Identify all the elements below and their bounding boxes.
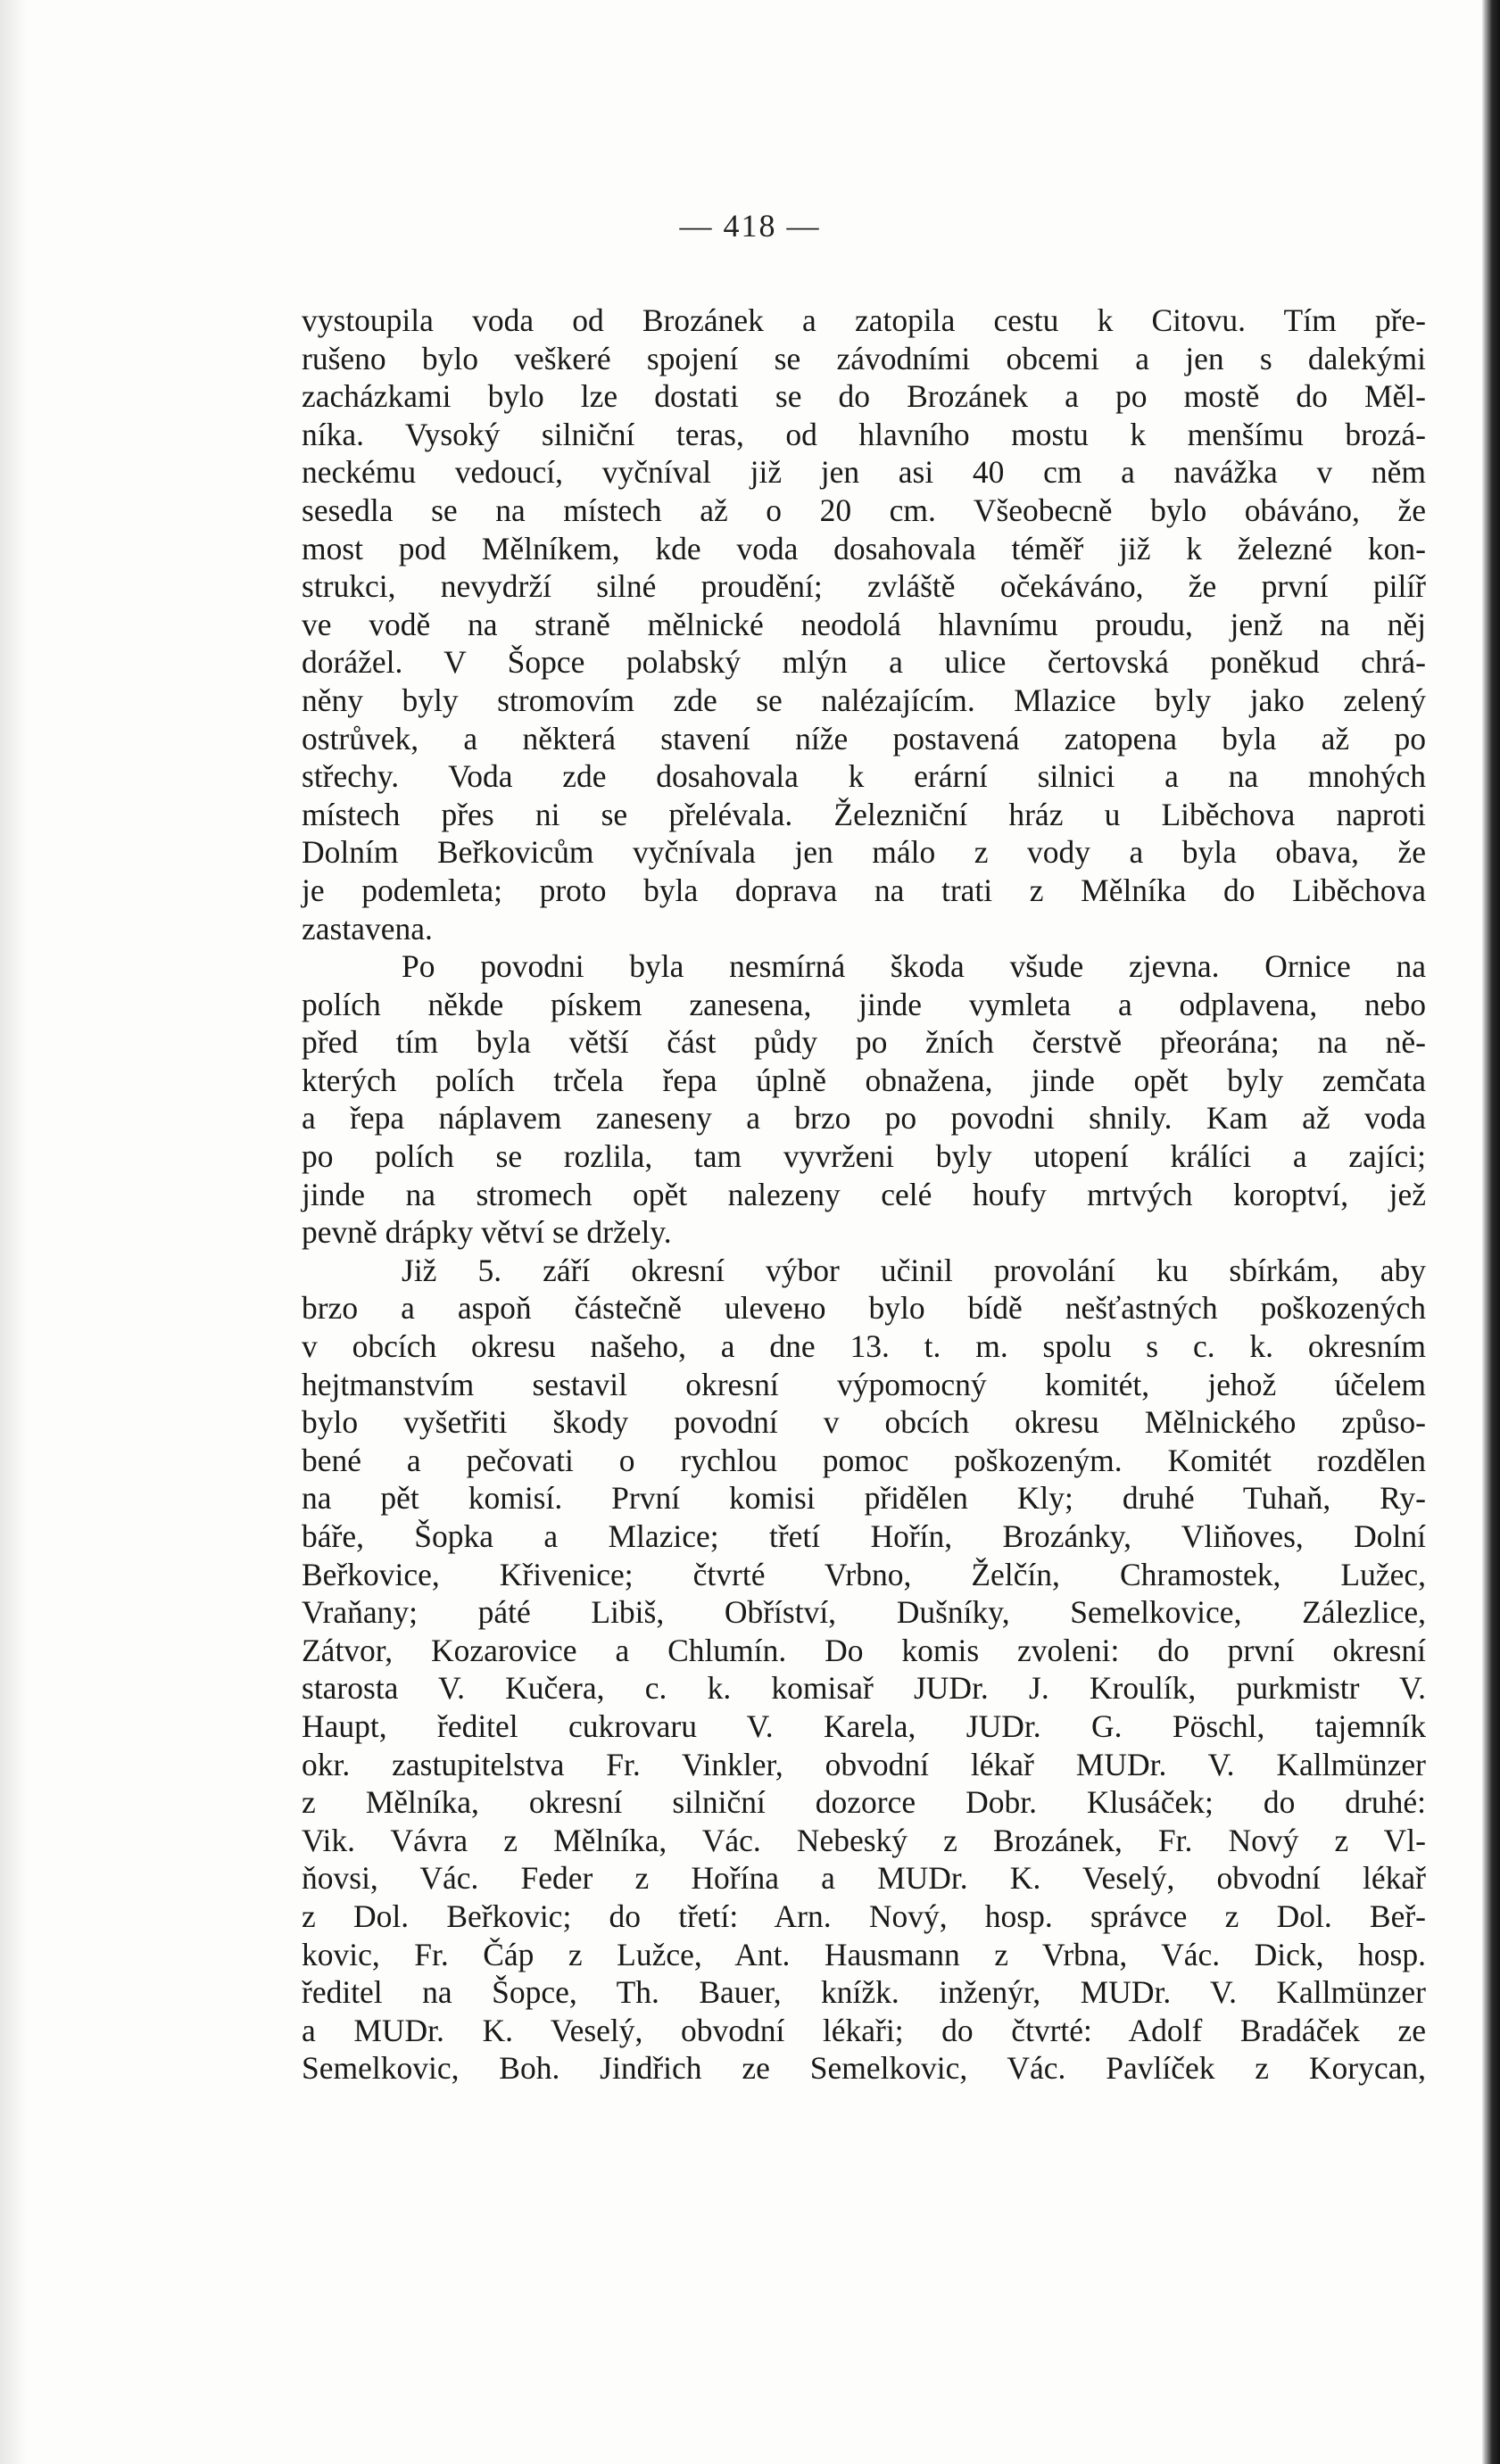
text-line: pevně drápky větví se držely. xyxy=(302,1214,672,1251)
text-line: ňovsi, Vác. Feder z Hořína a MUDr. K. Veselý, obvodní lékař xyxy=(302,1860,1426,1897)
text-line: rušeno bylo veškeré spojení se závodními obcemi a jen s dalekými xyxy=(302,340,1426,376)
text-line: střechy. Voda zde dosahovala k erární silnici a na mnohých xyxy=(302,758,1426,795)
text-line: most pod Mělníkem, kde voda dosahovala téměř již k železné kon- xyxy=(302,530,1426,566)
text-line: zastavena. xyxy=(302,910,433,947)
text-line: kterých polích trčela řepa úplně obnažena, jinde opět byly zemčata xyxy=(302,1062,1426,1098)
text-line: z Dol. Beřkovic; do třetí: Arn. Nový, hosp. správce z Dol. Beř- xyxy=(302,1898,1426,1934)
text-line: strukci, nevydrží silné proudění; zvláště očekáváno, že první pilíř xyxy=(302,568,1426,605)
text-line: bylo vyšetřiti škody povodní v obcích okresu Mělnického způso- xyxy=(302,1404,1426,1441)
text-line: vystoupila voda od Brozánek a zatopila cestu k Citovu. Tím pře- xyxy=(302,302,1426,338)
text-line: a MUDr. K. Veselý, obvodní lékaři; do čtvrté: Adolf Bradáček ze xyxy=(302,2012,1426,2048)
text-line: místech přes ni se přelévala. Železniční hráz u Liběchova naproti xyxy=(302,796,1426,832)
text-line: starosta V. Kučera, c. k. komisař JUDr. J. Kroulík, purkmistr V. xyxy=(302,1670,1426,1707)
text-line: Semelkovic, Boh. Jindřich ze Semelkovic, Vác. Pavlíček z Korycan, xyxy=(302,2050,1426,2087)
page-number-header: — 418 — xyxy=(679,208,821,244)
body-text xyxy=(302,302,1426,2088)
text-line: sesedla se na místech až o 20 cm. Všeobecně bylo obáváno, že xyxy=(302,492,1426,528)
text-line: Vik. Vávra z Mělníka, Vác. Nebeský z Brozánek, Fr. Nový z Vl- xyxy=(302,1822,1426,1858)
text-line: Vraňany; páté Libiš, Obříství, Dušníky, Semelkovice, Zálezlice, xyxy=(302,1594,1426,1631)
text-line: bené a pečovati o rychlou pomoc poškozeným. Komitét rozdělen xyxy=(302,1442,1426,1478)
text-line: Po povodni byla nesmírná škoda všude zjevna. Ornice na xyxy=(402,948,1426,985)
text-line: ostrůvek, a některá stavení níže postavená zatopena byla až po xyxy=(302,720,1426,757)
text-line: dorážel. V Šopce polabský mlýn a ulice čertovská poněkud chrá- xyxy=(302,644,1426,681)
text-line: brzo a aspoň částečně ulevено bylo bídě nešťastných poškozených xyxy=(302,1290,1426,1327)
text-line: ředitel na Šopce, Th. Bauer, knížk. inženýr, MUDr. V. Kallmünzer xyxy=(302,1974,1426,2011)
text-line: Zátvor, Kozarovice a Chlumín. Do komis zvoleni: do první okresní xyxy=(302,1632,1426,1668)
text-line: Dolním Beřkovicům vyčnívala jen málo z vody a byla obava, že xyxy=(302,834,1426,871)
text-line: na pět komisí. První komisi přidělen Kly; druhé Tuhaň, Ry- xyxy=(302,1480,1426,1517)
text-line: v obcích okresu našeho, a dne 13. t. m. spolu s c. k. okresním xyxy=(302,1328,1426,1365)
text-line: Již 5. září okresní výbor učinil provolání ku sbírkám, aby xyxy=(402,1252,1426,1288)
text-line: okr. zastupitelstva Fr. Vinkler, obvodní lékař MUDr. V. Kallmünzer xyxy=(302,1746,1426,1782)
text-line: Haupt, ředitel cukrovaru V. Karela, JUDr. G. Pöschl, tajemník xyxy=(302,1707,1426,1744)
text-line: před tím byla větší část půdy po žních čerstvě přeorána; na ně- xyxy=(302,1024,1426,1061)
text-line: ve vodě na straně mělnické neodolá hlavnímu proudu, jenž na něj xyxy=(302,606,1426,642)
text-line: neckému vedoucí, vyčníval již jen asi 40 cm a navážka v něm xyxy=(302,454,1426,491)
text-line: Beřkovice, Křivenice; čtvrté Vrbno, Želčín, Chramostek, Lužec, xyxy=(302,1556,1426,1592)
text-line: z Mělníka, okresní silniční dozorce Dobr. Klusáček; do druhé: xyxy=(302,1784,1426,1821)
text-line: něny byly stromovím zde se nalézajícím. Mlazice byly jako zelený xyxy=(302,682,1426,718)
text-line: báře, Šopka a Mlazice; třetí Hořín, Brozánky, Vliňoves, Dolní xyxy=(302,1518,1426,1554)
text-line: kovic, Fr. Čáp z Lužce, Ant. Hausmann z Vrbna, Vác. Dick, hosp. xyxy=(302,1936,1426,1972)
page-left-edge xyxy=(0,0,25,2464)
text-line: a řepa náplavem zaneseny a brzo po povodni shnily. Kam až voda xyxy=(302,1100,1426,1137)
text-line: je podemleta; proto byla doprava na trati z Mělníka do Liběchova xyxy=(302,872,1426,908)
page-right-edge xyxy=(1482,0,1500,2464)
text-line: po polích se rozlila, tam vyvrženi byly utopení králíci a zajíci; xyxy=(302,1138,1426,1175)
text-line: hejtmanstvím sestavil okresní výpomocný komitét, jehož účelem xyxy=(302,1366,1426,1402)
text-line: jinde na stromech opět nalezeny celé houfy mrtvých koroptví, jež xyxy=(302,1176,1426,1212)
text-line: polích někde pískem zanesena, jinde vymleta a odplavena, nebo xyxy=(302,986,1426,1022)
text-line: níka. Vysoký silniční teras, od hlavního mostu k menšímu brozá- xyxy=(302,416,1426,452)
text-line: zacházkami bylo lze dostati se do Brozánek a po mostě do Měl- xyxy=(302,378,1426,415)
